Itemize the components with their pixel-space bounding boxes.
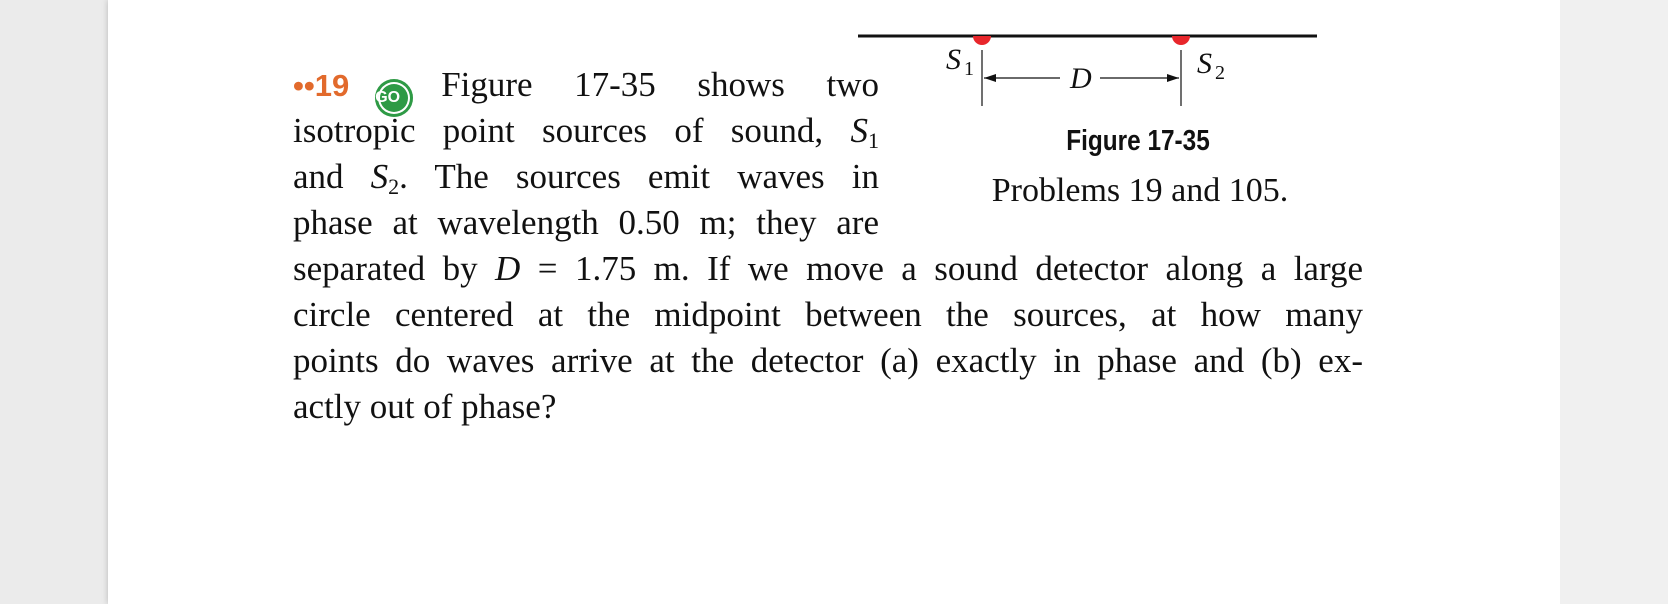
problem-number: ••19	[293, 68, 350, 103]
problem-line-1	[293, 62, 879, 108]
s2-label-sub: 2	[1215, 62, 1225, 84]
problem-text-5b: = 1.75 m. If we move a sound detector along a large	[537, 249, 1364, 288]
var-d: D	[495, 249, 521, 288]
problem-line-5	[293, 246, 1363, 292]
var-s1: $S_1$	[850, 111, 879, 153]
problem-text-8: actly out of phase?	[293, 387, 557, 426]
problem-text-2: isotropic point sources of sound,	[293, 111, 824, 150]
go-icon: GO	[375, 79, 413, 117]
problem-text-5a: separated by	[293, 249, 478, 288]
problem-text-4: phase at wavelength 0.50 m; they are	[293, 203, 879, 242]
problem-line-6	[293, 292, 1363, 338]
problem-text-7: points do waves arrive at the detector (a) exactly in phase and (b) ex-	[293, 341, 1363, 380]
problem-line-8	[293, 384, 1363, 430]
s2-label: S	[1197, 47, 1212, 80]
figure-caption: Problems 19 and 105.	[991, 172, 1289, 209]
s1-label-sub: 1	[964, 58, 974, 80]
figure-title: Figure 17-35	[1066, 125, 1210, 157]
problem-line-3	[293, 154, 879, 200]
source-s2-dot	[1172, 36, 1190, 45]
problem-text-3a: and	[293, 157, 344, 196]
problem-19	[293, 62, 1363, 430]
var-s2: $S_2$	[370, 157, 400, 199]
problem-text-6: circle centered at the midpoint between the sources, at how many	[293, 295, 1363, 334]
viewer-background	[1560, 0, 1668, 604]
problem-text-1: Figure 17-35 shows two	[441, 65, 879, 104]
source-s1-dot	[973, 36, 991, 45]
d-label: D	[1070, 62, 1092, 95]
problem-line-4	[293, 200, 879, 246]
s1-label: S	[946, 43, 961, 76]
problem-line-2	[293, 108, 879, 154]
problem-line-7	[293, 338, 1363, 384]
problem-text-3b: . The sources emit waves in	[399, 157, 879, 196]
